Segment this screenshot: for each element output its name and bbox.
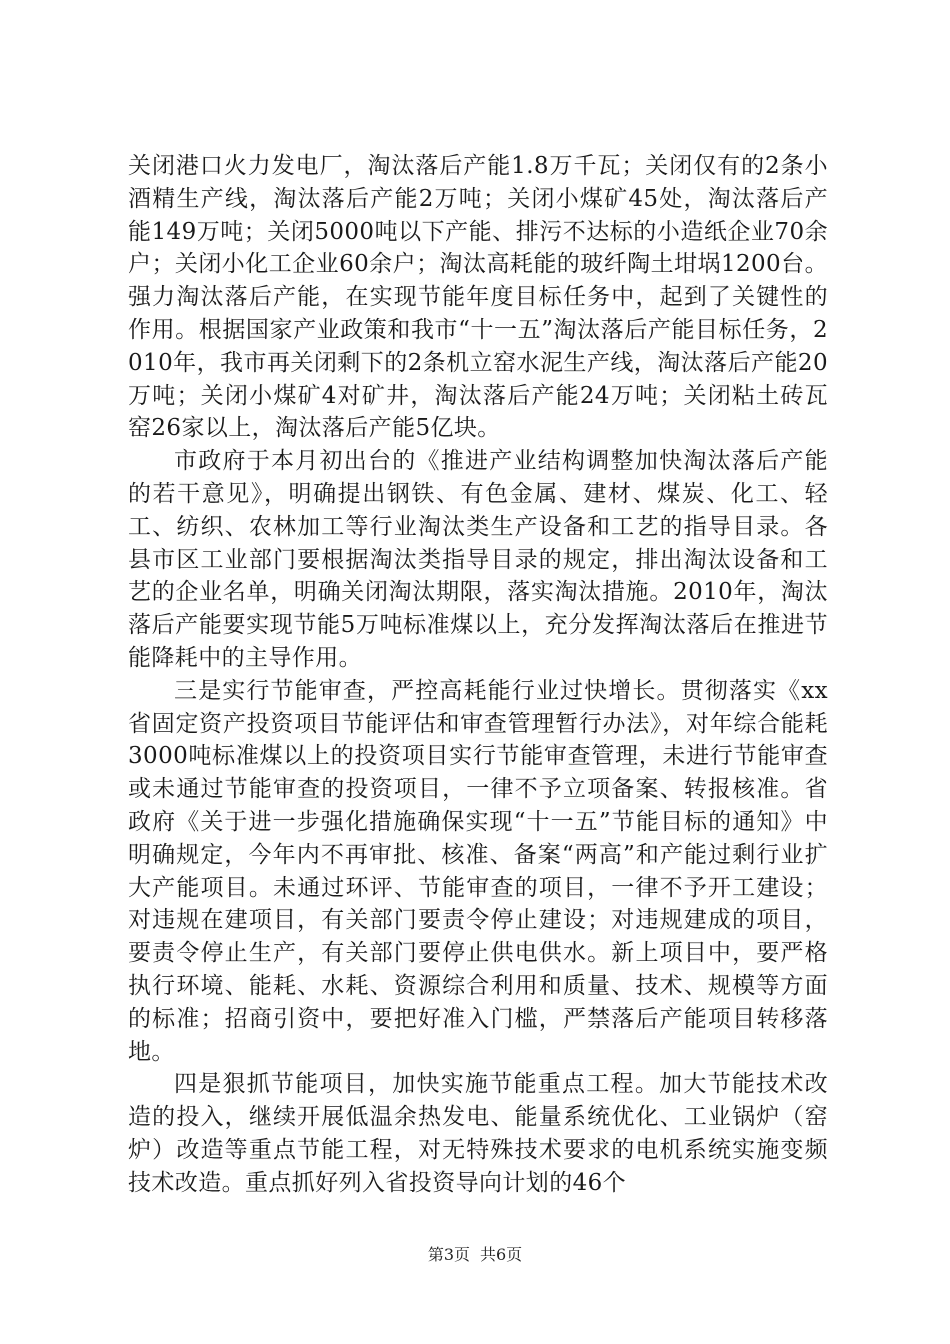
page-footer <box>0 1245 950 1265</box>
document-body <box>128 150 828 1200</box>
paragraph-2: 市政府于本月初出台的《推进产业结构调整加快淘汰落后产能的若干意见》，明确提出钢铁、有色金属、建材、煤炭、化工、轻工、纺织、农林加工等行业淘汰类生产设备和工艺的指导目录。各县市区工业部门要根据淘汰类指导目录的规定，排出淘汰设备和工艺的企业名单，明确关闭淘汰期限，落实淘汰措施。2010年，淘汰落后产能要实现节能5万吨标准煤以上，充分发挥淘汰落后在推进节能降耗中的主导作用。 <box>128 448 828 671</box>
paragraph-3: 三是实行节能审查，严控高耗能行业过快增长。贯彻落实《xx省固定资产投资项目节能评估和审查管理暂行办法》，对年综合能耗3000吨标准煤以上的投资项目实行节能审查管理，未进行节能审查或未通过节能审查的投资项目，一律不予立项备案、转报核准。省政府《关于进一步强化措施确保实现“十一五”节能目标的通知》中明确规定，今年内不再审批、核准、备案“两高”和产能过剩行业扩大产能项目。未通过环评、节能审查的项目，一律不予开工建设；对违规在建项目，有关部门要责令停止建设；对违规建成的项目，要责令停止生产，有关部门要停止供电供水。新上项目中，要严格执行环境、能耗、水耗、资源综合利用和质量、技术、规模等方面的标准；招商引资中，要把好准入门槛，严禁落后产能项目转移落地。 <box>128 677 828 1065</box>
paragraph-1: 关闭港口火力发电厂，淘汰落后产能1.8万千瓦；关闭仅有的2条小酒精生产线，淘汰落后产能2万吨；关闭小煤矿45处，淘汰落后产能149万吨；关闭5000吨以下产能、排污不达标的小造纸企业70余户；关闭小化工企业60余户；淘汰高耗能的玻纤陶土坩埚1200台。强力淘汰落后产能，在实现节能年度目标任务中，起到了关键性的作用。根据国家产业政策和我市“十一五”淘汰落后产能目标任务，2010年，我市再关闭剩下的2条机立窑水泥生产线，淘汰落后产能20万吨；关闭小煤矿4对矿井，淘汰落后产能24万吨；关闭粘土砖瓦窑26家以上，淘汰落后产能5亿块。 <box>128 153 828 442</box>
page-number: 第3页 <box>427 1245 470 1264</box>
paragraph-4: 四是狠抓节能项目，加快实施节能重点工程。加大节能技术改造的投入，继续开展低温余热发电、能量系统优化、工业锅炉（窑炉）改造等重点节能工程，对无特殊技术要求的电机系统实施变频技术改造。重点抓好列入省投资导向计划的46个 <box>128 1071 828 1196</box>
page-total: 共6页 <box>480 1245 523 1264</box>
